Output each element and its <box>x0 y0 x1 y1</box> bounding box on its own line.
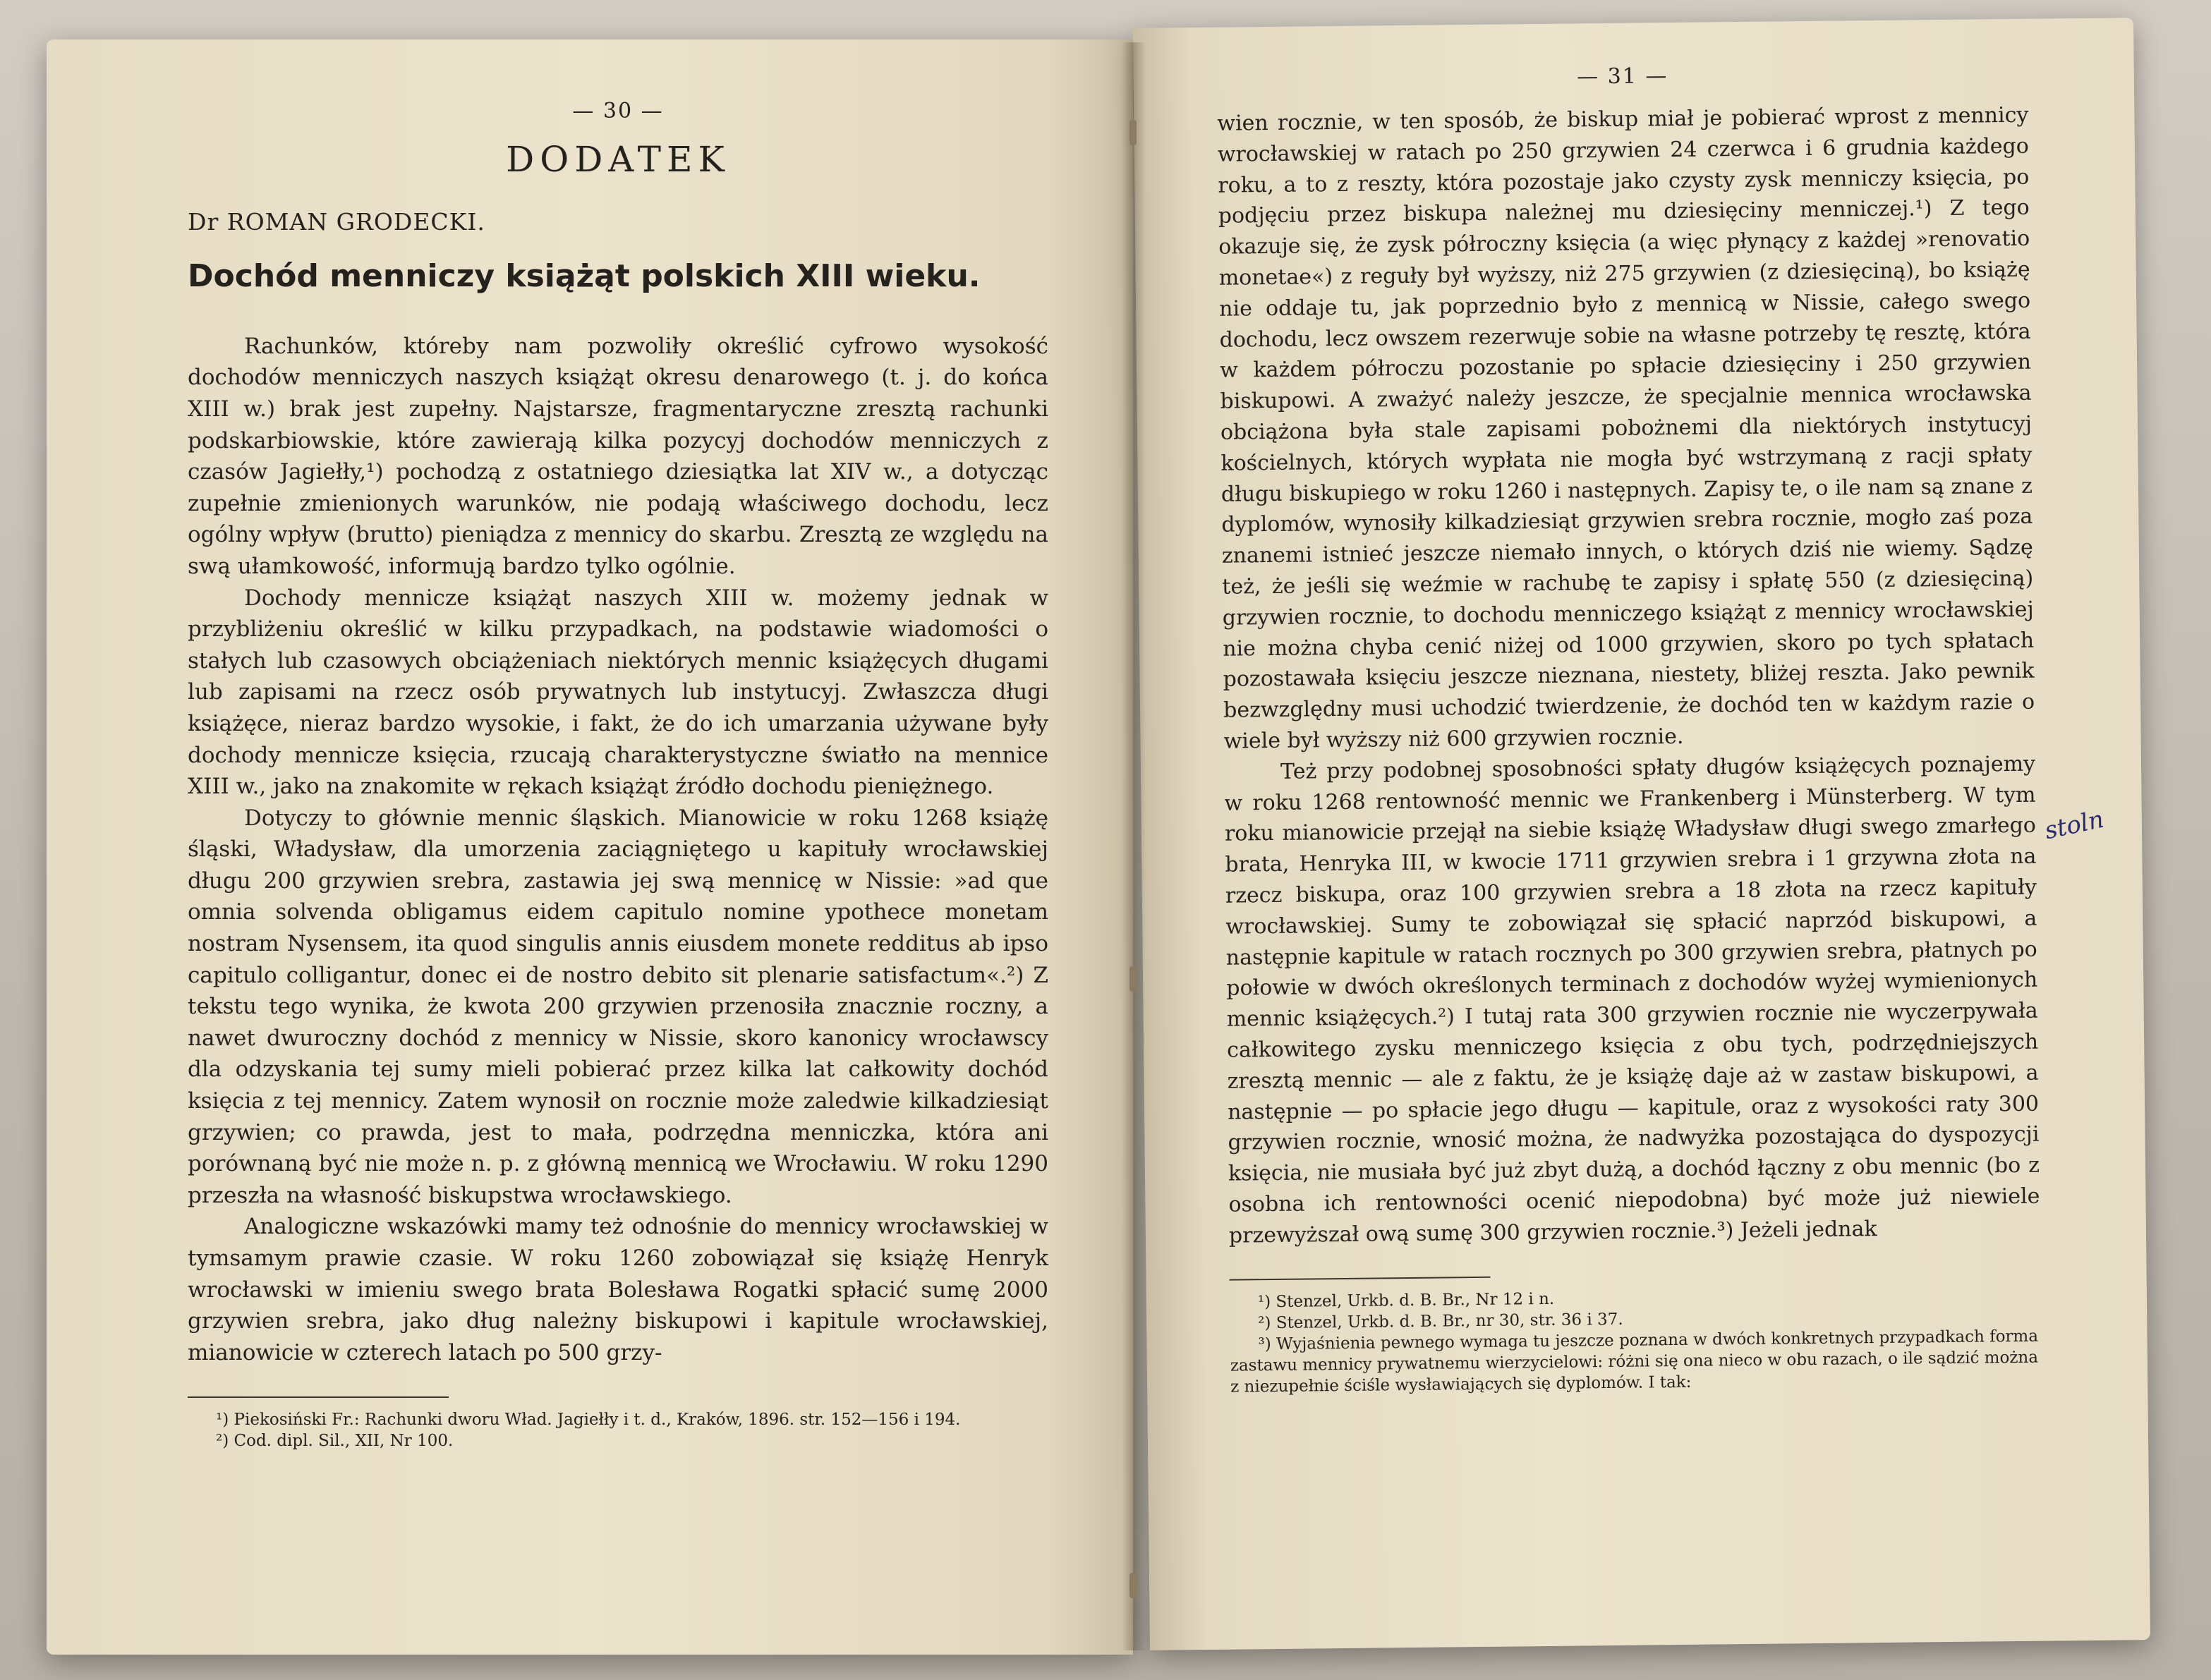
page-number-right: — 31 — <box>1576 63 1668 90</box>
section-heading: DODATEK <box>506 139 730 180</box>
paragraph: Rachunków, którebу nam pozwoliły określić cyfrowo wysokość dochodów menniczych naszych książąt okresu denarowego (t. j. do końca XIII w.) brak jest zupełny. Najstarsze, fragmentaryczne zresztą rachunki podskarbiowskie, które zawierają kilka pozycyj dochodów menniczych z czasów Jagiełły,¹) pochodzą z ostatniego dziesiątka lat XIV w., a dotycząc zupełnie zmienionych warunków, nie podają właściwego dochodu, lecz ogólny wpływ (brutto) pieniądza z mennicy do skarbu. Zresztą ze względu na swą ułamkowość, informują bardzo tylko ogólnie. <box>188 333 1048 579</box>
paragraph: Dochody mennicze książąt naszych XIII w. możemy jednak w przybliżeniu określić w kilku przypadkach, na podstawie wiadomości o stałych lub czasowych obciążeniach niektórych mennic książęcych długami lub zapisami na rzecz osób prywatnych lub instytucyj. Zwłaszcza długi książęce, nieraz bardzo wysokie, i fakt, że do ich umarzania używane były dochody mennicze księcia, rzucają charakterystyczne światło na mennice XIII w., jako na znakomite w rękach książąt źródło dochodu pieniężnego. <box>188 585 1048 800</box>
footnote: ³) Wyjaśnienia pewnego wymaga tu jeszcze poznana w dwóch konkretnych przypadkach forma zastawu mennicy prywatnemu wierzycielowi: różni się ona nieco w obu razach, o ile sądzić można z niezupełnie ściśle wysławiających się dyplomów. I tak: <box>1230 1327 2039 1397</box>
paragraph: Analogiczne wskazówki mamy też odnośnie do mennicy wrocławskiej w tymsamym prawie czasie. W roku 1260 zobowiązał się książę Henryk wrocławski w imieniu swego brata Bolesława Rogatki spłacić sumę 2000 grzywien srebra, jako dług należny biskupowi i kapitule wrocławskiej, mianowicie w czterech latach po 500 grzy- <box>188 1214 1048 1365</box>
book-gutter <box>1122 42 1146 1650</box>
paragraph: Też przy podobnej sposobności spłaty długów książęcych poznajemy w roku 1268 rentowność mennic we Frankenberg i Münsterberg. W tym roku mianowicie przejął na siebie książę Władysław długi swego zmarłego brata, Henryka III, w kwocie 1711 grzywien srebra i 1 grzywna złota na rzecz biskupa, oraz 100 grzywien srebra a 18 złota na rzecz kapituły wrocławskiej. Sumy te zobowiązał się spłacić naprzód biskupowi, a następnie kapitule w ratach rocznych po 300 grzywien srebra, płatnych po połowie w dwóch określonych terminach z dochodów wyżej wymienionych mennic książęcych.²) I tutaj rata 300 grzywien rocznie nie wyczerpywała całkowitego zysku menniczego księcia z obu tych, podrzędniejszych zresztą mennic — ale z faktu, że je książę daje aż w zastaw biskupowi, a następnie — po spłacie jego długu — kapitule, oraz z wysokości raty 300 grzywien rocznie, wnosić można, że nadwyżka pozostająca do dyspozycji księcia, nie musiała być już zbyt dużą, a dochód łączny z obu mennic (bo z osobna ich rentowności ocenić niepodobna) być może już niewiele przewyższał ową sumę 300 grzywien rocznie.³) Jeżeli jednak <box>1224 751 2040 1248</box>
article-title: Dochód menniczy książąt polskich XIII wieku. <box>188 258 981 294</box>
right-footnotes <box>1230 1284 2042 1398</box>
article-author: Dr ROMAN GRODECKI. <box>188 208 485 236</box>
page-number-left: — 30 — <box>572 99 664 123</box>
handwritten-annotation: stoln <box>2042 805 2107 846</box>
footnote: ¹) Piekosiński Fr.: Rachunki dworu Wład. Jagiełły i t. d., Kraków, 1896. str. 152—156 i 194. <box>216 1411 961 1430</box>
paragraph: Dotyczy to głównie mennic śląskich. Mianowicie w roku 1268 książę śląski, Władysław, dla umorzenia zaciągniętego u kapituły wrocławskiej długu 200 grzywien srebra, zastawia jej swą mennicę w Nissie: »ad que omnia solvenda obligamus eidem capitulo nomine ypothece monetam nostram Nysensem, ita quod singulis annis eiusdem monete redditus ab ipso capitulo colligantur, donec ei de nostro debito sit plenarie satisfactum«.²) Z tekstu tego wynika, że kwota 200 grzywien przenosiła znacznie roczny, a nawet dwuroczny dochód z mennicy w Nissie, skoro kanonicy wrocławscy dla odzyskania tej sumy mieli pobierać przez kilka lat całkowity dochód księcia z tej mennicy. Zatem wynosił on rocznie może zaledwie kilkadziesiąt grzywien; co prawda, jest to mała, podrzędna menniczka, która ani porównaną być nie może n. p. z główną mennicą we Wrocławiu. W roku 1290 przeszła na własność biskupstwa wrocławskiego. <box>188 805 1048 1208</box>
footnote: ²) Stenzel, Urkb. d. B. Br., nr 30, str. 36 i 37. <box>1258 1310 1623 1333</box>
right-body-text <box>1217 100 2040 1251</box>
left-footnotes <box>188 1409 1048 1451</box>
footnote-divider <box>1230 1277 1491 1281</box>
left-page <box>47 39 1133 1655</box>
right-page <box>1133 18 2150 1650</box>
left-body-text <box>188 331 1048 1369</box>
binding-stitch <box>1129 120 1137 145</box>
footnote: ¹) Stenzel, Urkb. d. B. Br., Nr 12 i n. <box>1257 1290 1555 1312</box>
footnote-divider <box>188 1396 449 1398</box>
binding-stitch <box>1129 966 1137 992</box>
binding-stitch <box>1129 1573 1137 1598</box>
paragraph: wien rocznie, w ten sposób, że biskup miał je pobierać wprost z mennicy wrocławskiej w ratach po 250 grzywien 24 czerwca i 6 grudnia każdego roku, a to z reszty, która pozostaje jako czysty zysk menniczy księcia, po podjęciu przez biskupa należnej mu dziesięciny menniczej.¹) Z tego okazuje się, że zysk półroczny księcia (a więc płynący z każdej »renovatio monetae«) z reguły był wyższy, niż 275 grzywien (z dziesięciną), bo książę nie oddaje tu, jak poprzednio było z mennicą w Nissie, całego swego dochodu, lecz owszem rezerwuje sobie na własne potrzeby tę resztę, która w każdem półroczu pozostanie po spłacie dziesięciny i 250 grzywien biskupowi. A zważyć należy jeszcze, że specjalnie mennica wrocławska obciążona była stale zapisami pobożnemi dla niektórych instytucyj kościelnych, których wypłata nie mogła być wstrzymaną z racji spłaty długu biskupiego w roku 1260 i następnych. Zapisy te, o ile nam są znane z dyplomów, wynosiły kilkadziesiąt grzywien srebra rocznie, mogło zaś poza znanemi istnieć jeszcze niemało innych, o których dziś nie wiemy. Sądzę też, że jeśli się weźmie w rachubę te zapisy i spłatę 550 (z dziesięciną) grzywien rocznie, to dochodu menniczego książąt z mennicy wrocławskiej nie można chyba cenić niżej od 1000 grzywien, skoro po tych spłatach pozostawała księciu jeszcze nieznana, niestety, bliżej reszta. Jako pewnik bezwzględny musi uchodzić twierdzenie, że dochód ten w każdym razie o wiele był wyższy niż 600 grzywien rocznie. <box>1217 102 2035 754</box>
footnote: ²) Cod. dipl. Sil., XII, Nr 100. <box>216 1432 454 1451</box>
